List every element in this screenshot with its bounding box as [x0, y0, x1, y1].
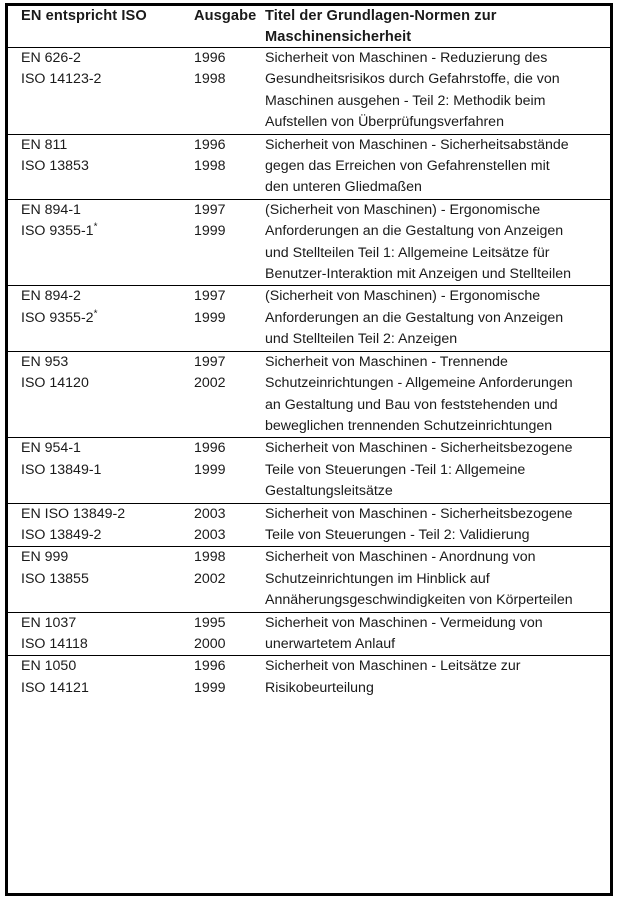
en-standard-code: EN 1037 — [21, 614, 77, 631]
iso-edition-year: 2002 — [194, 570, 226, 587]
cell-standard-codes — [8, 547, 188, 612]
iso-standard-code — [21, 678, 188, 699]
standard-title-line: Teile von Steuerungen -Teil 1: Allgemeine — [265, 461, 526, 478]
standard-title-line: Schutzeinrichtungen im Hinblick auf — [265, 570, 490, 587]
standard-title-line: Sicherheit von Maschinen - Anordnung von — [265, 549, 536, 566]
cell-standard-codes — [8, 134, 188, 199]
iso-standard-code — [21, 69, 188, 90]
iso-standard-code — [21, 460, 188, 481]
standards-table — [8, 6, 610, 699]
iso-standard-code — [21, 373, 188, 394]
cell-standard-codes — [8, 48, 188, 135]
table-header-row — [8, 6, 610, 48]
iso-standard-code-text: ISO 14118 — [21, 635, 88, 652]
cell-edition-years — [188, 134, 256, 199]
en-standard-code: EN 811 — [21, 136, 68, 153]
footnote-asterisk: * — [93, 221, 98, 233]
en-standard-code: EN 894-1 — [21, 201, 81, 218]
iso-standard-code — [21, 634, 188, 655]
table-row — [8, 134, 610, 199]
standard-title-line: Gesundheitsrisikos durch Gefahrstoffe, die von — [265, 71, 560, 88]
en-standard-code: EN 953 — [21, 353, 69, 370]
iso-edition-year: 2003 — [194, 526, 226, 543]
table-row — [8, 48, 610, 135]
standard-title-line: Sicherheit von Maschinen - Vermeidung von — [265, 614, 543, 631]
table-row — [8, 351, 610, 438]
table-row — [8, 199, 610, 286]
iso-standard-code-text: ISO 13853 — [21, 158, 89, 175]
column-header-en-iso: EN entspricht ISO — [21, 8, 147, 24]
cell-edition-years — [188, 438, 256, 503]
standard-title-line: und Stellteilen Teil 2: Anzeigen — [265, 331, 458, 348]
cell-standard-title — [256, 351, 610, 438]
standard-title-line: Sicherheit von Maschinen - Sicherheitsbezogene — [265, 505, 573, 522]
table-row — [8, 438, 610, 503]
en-edition-year: 1996 — [194, 658, 226, 675]
column-header-titel-line-2: Maschinensicherheit — [265, 28, 412, 45]
en-edition-year: 2003 — [194, 505, 226, 522]
table-row — [8, 503, 610, 547]
footnote-asterisk: * — [93, 308, 98, 320]
iso-edition-year: 1999 — [194, 223, 226, 240]
en-standard-code: EN 954-1 — [21, 440, 81, 457]
iso-edition-year: 2000 — [194, 635, 226, 652]
cell-edition-years — [188, 503, 256, 547]
cell-standard-title — [256, 199, 610, 286]
cell-standard-codes — [8, 286, 188, 351]
cell-standard-codes — [8, 656, 188, 699]
standard-title-line: Sicherheit von Maschinen - Sicherheitsabstände — [265, 136, 569, 153]
standard-title-line: beweglichen trennenden Schutzeinrichtungen — [265, 417, 553, 434]
cell-edition-years — [188, 612, 256, 656]
iso-standard-code — [21, 525, 188, 546]
en-standard-code: EN 626-2 — [21, 50, 81, 66]
iso-edition-year: 1999 — [194, 461, 226, 478]
cell-standard-codes — [8, 503, 188, 547]
standard-title-line: Risikobeurteilung — [265, 679, 374, 696]
en-edition-year: 1997 — [194, 353, 226, 370]
standard-title-line: den unteren Gliedmaßen — [265, 179, 422, 196]
iso-edition-year: 1998 — [194, 71, 226, 88]
table-body — [8, 48, 610, 700]
iso-edition-year: 1998 — [194, 158, 226, 175]
iso-standard-code-text: ISO 14121 — [21, 679, 89, 696]
standard-title-line: Maschinen ausgehen - Teil 2: Methodik beim — [265, 92, 546, 109]
standard-title-line: (Sicherheit von Maschinen) - Ergonomische — [265, 288, 541, 305]
cell-edition-years — [188, 199, 256, 286]
iso-standard-code-text: ISO 13849-2 — [21, 526, 102, 543]
cell-standard-title — [256, 438, 610, 503]
standards-table-frame — [5, 3, 613, 896]
cell-standard-codes — [8, 438, 188, 503]
iso-standard-code-text: ISO 14120 — [21, 375, 89, 392]
iso-standard-code — [21, 156, 188, 177]
standard-title-line: Annäherungsgeschwindigkeiten von Körperteilen — [265, 592, 573, 609]
iso-standard-code — [21, 221, 188, 242]
en-standard-code: EN 1050 — [21, 658, 77, 675]
cell-standard-title — [256, 547, 610, 612]
standard-title-line: (Sicherheit von Maschinen) - Ergonomische — [265, 201, 541, 218]
iso-edition-year: 1999 — [194, 679, 226, 696]
en-edition-year: 1997 — [194, 288, 226, 305]
cell-standard-title — [256, 612, 610, 656]
en-edition-year: 1997 — [194, 201, 226, 218]
cell-standard-title — [256, 48, 610, 135]
standard-title-line: unerwartetem Anlauf — [265, 635, 396, 652]
iso-standard-code-text: ISO 13849-1 — [21, 461, 102, 478]
cell-standard-title — [256, 286, 610, 351]
standard-title-line: an Gestaltung und Bau von feststehenden und — [265, 396, 558, 413]
table-row — [8, 656, 610, 699]
cell-standard-codes — [8, 612, 188, 656]
en-edition-year: 1995 — [194, 614, 226, 631]
cell-edition-years — [188, 286, 256, 351]
en-edition-year: 1996 — [194, 440, 226, 457]
iso-standard-code-text: ISO 9355-2 — [21, 309, 94, 326]
standard-title-line: Schutzeinrichtungen - Allgemeine Anforderungen — [265, 375, 573, 392]
cell-standard-codes — [8, 199, 188, 286]
standard-title-line: Gestaltungsleitsätze — [265, 483, 393, 500]
iso-edition-year: 2002 — [194, 375, 226, 392]
table-row — [8, 547, 610, 612]
standard-title-line: und Stellteilen Teil 1: Allgemeine Leitsätze für — [265, 244, 550, 261]
cell-edition-years — [188, 48, 256, 135]
en-standard-code: EN 894-2 — [21, 288, 81, 305]
en-edition-year: 1996 — [194, 50, 226, 66]
cell-edition-years — [188, 656, 256, 699]
column-header-titel — [256, 6, 610, 48]
standard-title-line: Anforderungen an die Gestaltung von Anzeigen — [265, 223, 564, 240]
iso-standard-code-text: ISO 9355-1 — [21, 223, 94, 240]
column-header-ausgabe: Ausgabe — [194, 8, 257, 24]
standard-title-line: Sicherheit von Maschinen - Reduzierung des — [265, 50, 548, 66]
iso-edition-year: 1999 — [194, 309, 226, 326]
cell-standard-title — [256, 134, 610, 199]
standard-title-line: gegen das Erreichen von Gefahrenstellen mit — [265, 158, 550, 175]
table-row — [8, 286, 610, 351]
iso-standard-code — [21, 308, 188, 329]
cell-standard-title — [256, 503, 610, 547]
iso-standard-code-text: ISO 14123-2 — [21, 71, 102, 88]
cell-standard-title — [256, 656, 610, 699]
table-row — [8, 612, 610, 656]
iso-standard-code-text: ISO 13855 — [21, 570, 89, 587]
standard-title-line: Sicherheit von Maschinen - Leitsätze zur — [265, 658, 521, 675]
cell-edition-years — [188, 351, 256, 438]
table-header — [8, 6, 610, 48]
standard-title-line: Teile von Steuerungen - Teil 2: Validierung — [265, 526, 530, 543]
standard-title-line: Aufstellen von Überprüfungsverfahren — [265, 114, 504, 131]
standard-title-line: Sicherheit von Maschinen - Sicherheitsbezogene — [265, 440, 573, 457]
en-standard-code: EN ISO 13849-2 — [21, 505, 126, 522]
iso-standard-code — [21, 569, 188, 590]
cell-standard-codes — [8, 351, 188, 438]
en-edition-year: 1998 — [194, 549, 226, 566]
column-header-titel-line-1: Titel der Grundlagen-Normen zur — [265, 8, 497, 24]
standard-title-line: Sicherheit von Maschinen - Trennende — [265, 353, 508, 370]
standard-title-line: Anforderungen an die Gestaltung von Anzeigen — [265, 309, 564, 326]
en-edition-year: 1996 — [194, 136, 226, 153]
standard-title-line: Benutzer-Interaktion mit Anzeigen und Stellteilen — [265, 266, 572, 283]
cell-edition-years — [188, 547, 256, 612]
en-standard-code: EN 999 — [21, 549, 69, 566]
